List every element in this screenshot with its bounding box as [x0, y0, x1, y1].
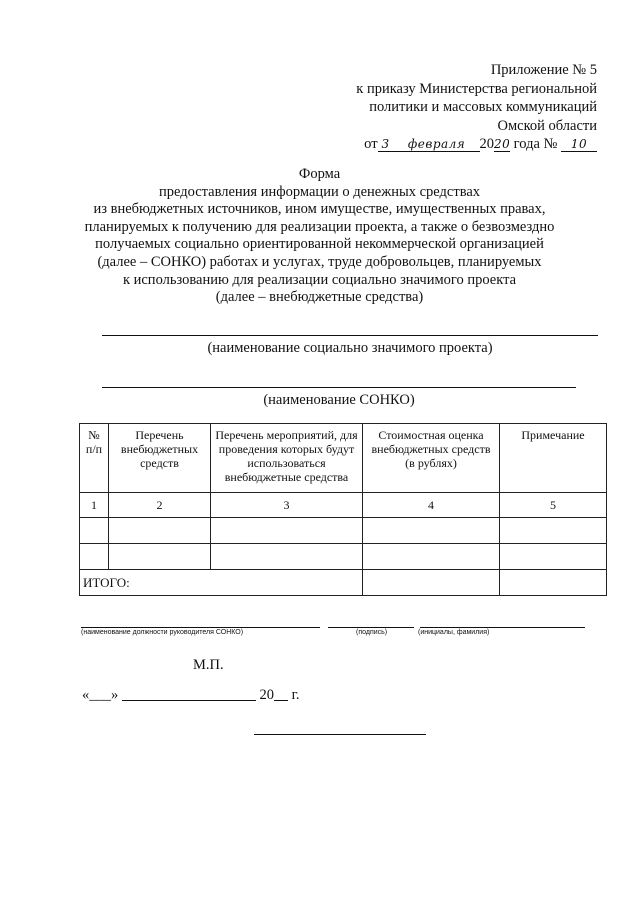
total-note-cell[interactable]	[500, 570, 607, 596]
date-year-suffix-bottom: г.	[291, 687, 300, 703]
project-name-caption: (наименование социально значимого проекта)	[207, 340, 493, 356]
table-cell[interactable]	[500, 518, 607, 544]
name-caption: (инициалы, фамилия)	[418, 629, 490, 636]
date-year-prefix-bottom: 20	[259, 687, 274, 703]
table-header-row	[80, 424, 607, 493]
column-number-1: 1	[80, 493, 109, 518]
total-label: ИТОГО:	[80, 570, 363, 596]
signature-line[interactable]	[328, 627, 414, 628]
header-funds-list: Перечень внебюджетных средств	[109, 424, 211, 493]
table-cell[interactable]	[80, 544, 109, 570]
table-cell[interactable]	[363, 518, 500, 544]
column-number-3: 3	[211, 493, 363, 518]
table-cell[interactable]	[363, 544, 500, 570]
signature-caption: (подпись)	[356, 629, 388, 636]
stamp-label: М.П.	[193, 657, 224, 673]
date-blank-day: ___	[89, 687, 111, 703]
appendix-date-line	[297, 135, 597, 154]
form-title	[60, 166, 579, 307]
table-number-row	[80, 493, 607, 518]
date-year-prefix: 20	[479, 136, 495, 153]
table-cell[interactable]	[80, 518, 109, 544]
date-month: февраля	[394, 137, 480, 152]
project-name-line[interactable]	[102, 335, 598, 336]
table-row	[80, 544, 607, 570]
date-prefix: от	[364, 136, 378, 153]
appendix-region: Омской области	[497, 117, 597, 134]
header-activities: Перечень мероприятий, для проведения которых будут использоваться внебюджетные средства	[211, 424, 363, 493]
order-number: 10	[561, 137, 597, 152]
form-title-line: из внебюджетных источников, ином имуществе, имущественных правах,	[93, 201, 546, 218]
column-number-5: 5	[500, 493, 607, 518]
bottom-date-line	[82, 686, 300, 704]
table-cell[interactable]	[211, 518, 363, 544]
table-total-row	[80, 570, 607, 596]
date-day: 3	[378, 137, 394, 152]
form-title-line: планируемых к получению для реализации проекта, а также о безвозмездно	[84, 218, 555, 235]
date-year-word: года №	[513, 136, 558, 153]
form-title-line: Форма	[298, 166, 341, 182]
column-number-2: 2	[109, 493, 211, 518]
date-blank-year[interactable]	[274, 686, 288, 701]
bottom-signature-line[interactable]	[254, 734, 426, 735]
table-cell[interactable]	[500, 544, 607, 570]
date-close-quote: »	[111, 687, 119, 703]
appendix-block	[297, 61, 597, 154]
form-title-line: (далее – внебюджетные средства)	[215, 289, 424, 306]
column-number-4: 4	[363, 493, 500, 518]
table-cell[interactable]	[109, 518, 211, 544]
table-row	[80, 518, 607, 544]
date-blank-month[interactable]	[122, 686, 256, 701]
date-year-suffix: 20	[494, 137, 511, 152]
header-cost: Стоимостная оценка внебюджетных средств (в рублях)	[363, 424, 500, 493]
appendix-order-ref: к приказу Министерства региональной	[356, 80, 597, 97]
form-title-line: (далее – СОНКО) работах и услугах, труде добровольцев, планируемых	[97, 253, 542, 270]
date-open-quote: «	[82, 687, 90, 703]
position-line[interactable]	[81, 627, 320, 628]
name-line[interactable]	[420, 627, 585, 628]
table-cell[interactable]	[211, 544, 363, 570]
form-title-line: получаемых социально ориентированной некоммерческой организацией	[95, 236, 544, 253]
total-cost-cell[interactable]	[363, 570, 500, 596]
header-number: № п/п	[80, 424, 109, 493]
header-note: Примечание	[500, 424, 607, 493]
position-caption: (наименование должности руководителя СОНКО)	[81, 629, 244, 636]
appendix-number: Приложение № 5	[490, 62, 597, 78]
sonko-name-caption: (наименование СОНКО)	[263, 392, 415, 408]
form-title-line: предоставления информации о денежных средствах	[158, 183, 481, 200]
funds-table	[79, 423, 607, 596]
form-title-line: к использованию для реализации социально значимого проекта	[122, 271, 517, 288]
appendix-ministry: политики и массовых коммуникаций	[369, 99, 597, 116]
sonko-name-line[interactable]	[102, 387, 576, 388]
table-cell[interactable]	[109, 544, 211, 570]
